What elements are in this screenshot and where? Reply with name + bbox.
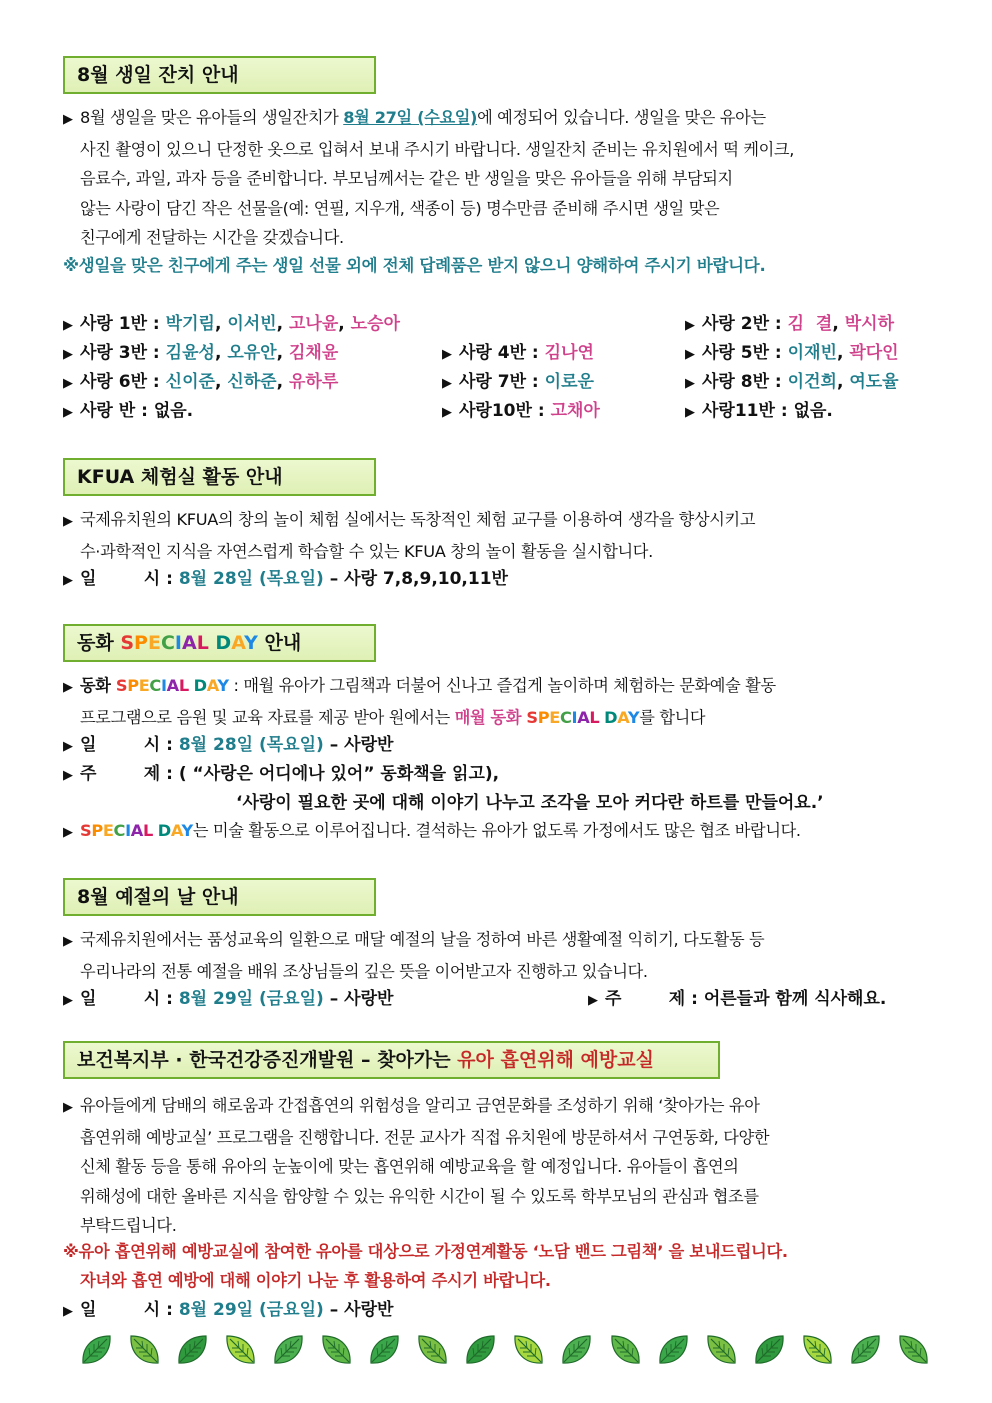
story-paragraph	[63, 671, 931, 732]
triangle-right-icon: ▶	[685, 347, 695, 362]
leaf-icon	[801, 1333, 834, 1366]
triangle-right-icon: ▶	[588, 993, 598, 1008]
birthday-line-3: 음료수, 과일, 과자 등을 준비합니다. 부모님께서는 같은 반 생일을 맞은 유아들을 위해 부담되지	[80, 169, 733, 188]
smoking-line-1: ▶ 유아들에게 담배의 해로움과 간접흡연의 위험성을 알리고 금연문화를 조성하기 위해 ‘찾아가는 유아	[63, 1091, 931, 1123]
smoking-section-title: 보건복지부 · 한국건강증진개발원 – 찾아가는 유아 흡연위해 예방교실	[63, 1041, 720, 1079]
kfua-line-1: ▶ 국제유치원의 KFUA의 창의 놀이 체험 실에서는 독창적인 체험 교구를 이용하여 생각을 향상시키고	[63, 505, 931, 537]
leaf-icon	[753, 1333, 786, 1366]
kfua-line-2: 수·과학적인 지식을 자연스럽게 학습할 수 있는 KFUA 창의 놀이 활동을 실시합니다.	[80, 541, 653, 561]
birthday-date: 8월 27일 (수요일)	[343, 108, 478, 127]
class-6: ▶ 사랑 6반 : 신이준, 신하준, 유하루	[63, 367, 338, 399]
birthday-line-2: 사진 촬영이 있으니 단정한 옷으로 입혀서 보내 주시기 바랍니다. 생일잔치 준비는 유치원에서 떡 케이크,	[80, 139, 794, 159]
triangle-right-icon: ▶	[442, 405, 452, 420]
triangle-right-icon: ▶	[63, 573, 73, 588]
triangle-right-icon: ▶	[442, 376, 452, 391]
smoking-note-2: 자녀와 흡연 예방에 대해 이야기 나눈 후 활용하여 주시기 바랍니다.	[80, 1271, 551, 1290]
triangle-right-icon: ▶	[63, 680, 73, 695]
leaf-icon	[128, 1333, 161, 1366]
smoking-line-3: 신체 활동 등을 통해 유아의 눈높이에 맞는 흡연위해 예방교육을 할 예정입니다. 유아들이 흡연의	[80, 1157, 739, 1176]
leaf-icon	[224, 1333, 257, 1366]
leaf-icon	[705, 1333, 738, 1366]
etiquette-line-2: 우리나라의 전통 예절을 배워 조상님들의 깊은 뜻을 이어받고자 진행하고 있습니다.	[80, 961, 648, 981]
triangle-right-icon: ▶	[63, 1304, 73, 1319]
triangle-right-icon: ▶	[63, 825, 73, 840]
smoking-line-4: 위해성에 대한 올바른 지식을 함양할 수 있는 유익한 시간이 될 수 있도록 학부모님의 관심과 협조를	[80, 1186, 759, 1206]
triangle-right-icon: ▶	[63, 934, 73, 949]
class-7: ▶ 사랑 7반 : 이로운	[442, 367, 594, 399]
story-line-2: 프로그램으로 음원 및 교육 자료를 제공 받아 원에서는 매월 동화 SPECIAL DAY를 합니다	[80, 707, 706, 727]
leaf-icon	[512, 1333, 545, 1366]
story-line-1: ▶ 동화 SPECIAL DAY : 매월 유아가 그림책과 더불어 신나고 즐겁게 놀이하며 체험하는 문화예술 활동	[63, 671, 931, 703]
triangle-right-icon: ▶	[63, 993, 73, 1008]
triangle-right-icon: ▶	[685, 318, 695, 333]
class-9: ▶ 사랑 반 : 없음.	[63, 396, 193, 428]
triangle-right-icon: ▶	[63, 112, 73, 127]
leaf-icon	[176, 1333, 209, 1366]
triangle-right-icon: ▶	[63, 347, 73, 362]
smoking-date-line: ▶ 일 시 : 8월 29일 (금요일) – 사랑반	[63, 1295, 393, 1327]
smoking-note-1: ※유아 흡연위해 예방교실에 참여한 유아를 대상으로 가정연계활동 ‘노담 밴드 그림책’ 을 보내드립니다.	[63, 1242, 788, 1261]
story-topic-line: ▶ 주 제 : ( “사랑은 어디에나 있어” 동화책을 읽고),	[63, 759, 499, 791]
story-date-line: ▶ 일 시 : 8월 28일 (목요일) – 사랑반	[63, 730, 393, 762]
class-2: ▶ 사랑 2반 : 김 결, 박시하	[685, 309, 894, 341]
etiquette-paragraph	[63, 925, 931, 986]
kfua-paragraph	[63, 505, 931, 566]
birthday-line-5: 친구에게 전달하는 시간을 갖겠습니다.	[80, 228, 344, 247]
etiquette-date-line: ▶ 일 시 : 8월 29일 (금요일) – 사랑반	[63, 984, 393, 1016]
leaf-border	[80, 1333, 930, 1369]
leaf-icon	[416, 1333, 449, 1366]
birthday-paragraph	[63, 103, 931, 253]
triangle-right-icon: ▶	[442, 347, 452, 362]
etiquette-section-title: 8월 예절의 날 안내	[63, 878, 376, 916]
kfua-date-line: ▶ 일 시 : 8월 28일 (목요일) – 사랑 7,8,9,10,11반	[63, 564, 508, 596]
triangle-right-icon: ▶	[63, 405, 73, 420]
story-note: ▶ SPECIAL DAY는 미술 활동으로 이루어집니다. 결석하는 유아가 없도록 가정에서도 많은 협조 바랍니다.	[63, 816, 801, 848]
class-1: ▶ 사랑 1반 : 박기림, 이서빈, 고나윤, 노승아	[63, 309, 400, 341]
birthday-section-title: 8월 생일 잔치 안내	[63, 56, 376, 94]
smoking-line-5: 부탁드립니다.	[80, 1216, 177, 1235]
smoking-paragraph	[63, 1091, 931, 1241]
birthday-note: ※생일을 맞은 친구에게 주는 생일 선물 외에 전체 답례품은 받지 않으니 양해하여 주시기 바랍니다.	[63, 256, 766, 275]
leaf-icon	[80, 1333, 113, 1366]
leaf-icon	[272, 1333, 305, 1366]
class-4: ▶ 사랑 4반 : 김나연	[442, 338, 594, 370]
etiquette-topic-line: ▶ 주 제 : 어른들과 함께 식사해요.	[588, 984, 886, 1016]
birthday-line-1: ▶ 8월 생일을 맞은 유아들의 생일잔치가 8월 27일 (수요일)에 예정되어 있습니다. 생일을 맞은 유아는	[63, 103, 931, 135]
story-section-title: 동화 SPECIAL DAY 안내	[63, 624, 376, 662]
leaf-icon	[897, 1333, 930, 1366]
smoking-line-2: 흡연위해 예방교실’ 프로그램을 진행합니다. 전문 교사가 직접 유치원에 방문하셔서 구연동화, 다양한	[80, 1127, 770, 1147]
triangle-right-icon: ▶	[685, 405, 695, 420]
leaf-icon	[657, 1333, 690, 1366]
class-10: ▶ 사랑10반 : 고채아	[442, 396, 600, 428]
triangle-right-icon: ▶	[685, 376, 695, 391]
leaf-icon	[609, 1333, 642, 1366]
class-8: ▶ 사랑 8반 : 이건희, 여도율	[685, 367, 899, 399]
leaf-icon	[320, 1333, 353, 1366]
leaf-icon	[560, 1333, 593, 1366]
leaf-icon	[368, 1333, 401, 1366]
class-5: ▶ 사랑 5반 : 이재빈, 곽다인	[685, 338, 899, 370]
class-11: ▶ 사랑11반 : 없음.	[685, 396, 833, 428]
triangle-right-icon: ▶	[63, 768, 73, 783]
triangle-right-icon: ▶	[63, 1100, 73, 1115]
birthday-line-4: 않는 사랑이 담긴 작은 선물을(예: 연필, 지우개, 색종이 등) 명수만큼 준비해 주시면 생일 맞은	[80, 198, 720, 218]
story-topic-line-2: ‘사랑이 필요한 곳에 대해 이야기 나누고 조각을 모아 커다란 하트를 만들어요.’	[236, 793, 824, 813]
triangle-right-icon: ▶	[63, 514, 73, 529]
triangle-right-icon: ▶	[63, 376, 73, 391]
leaf-icon	[464, 1333, 497, 1366]
triangle-right-icon: ▶	[63, 739, 73, 754]
etiquette-line-1: ▶ 국제유치원에서는 품성교육의 일환으로 매달 예절의 날을 정하여 바른 생활예절 익히기, 다도활동 등	[63, 925, 931, 957]
class-3: ▶ 사랑 3반 : 김윤성, 오유안, 김채윤	[63, 338, 338, 370]
leaf-icon	[849, 1333, 882, 1366]
triangle-right-icon: ▶	[63, 318, 73, 333]
kfua-section-title: KFUA 체험실 활동 안내	[63, 458, 376, 496]
special-day-wordmark: SPECIAL DAY	[120, 632, 258, 654]
